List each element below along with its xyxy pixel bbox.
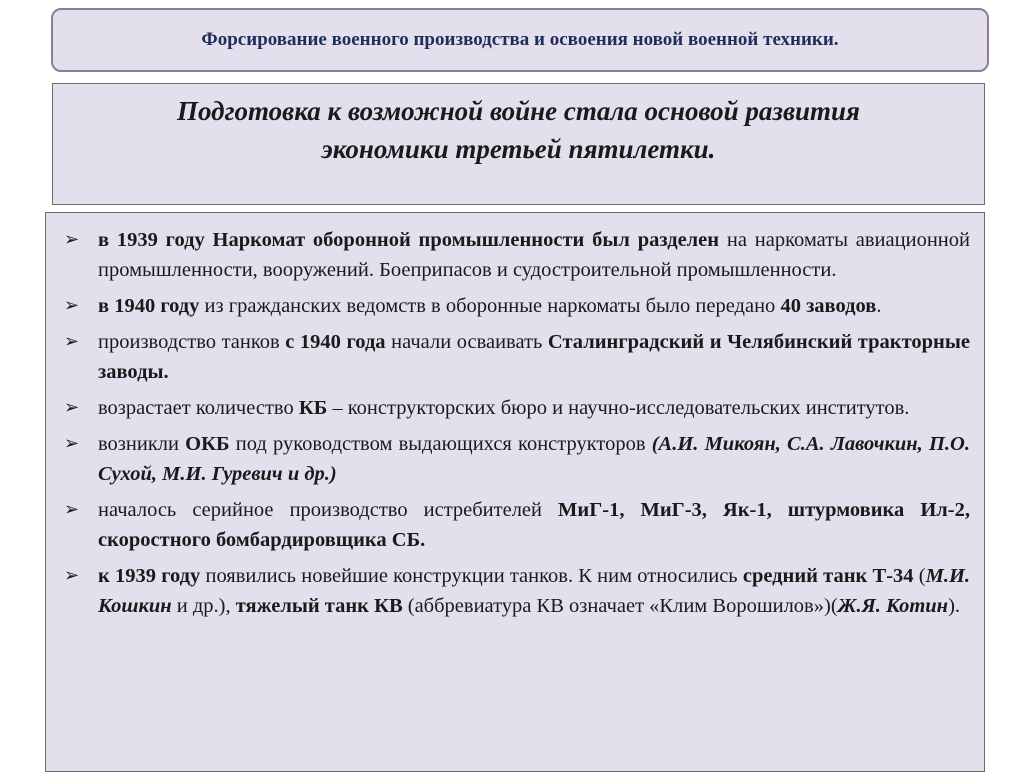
item-text: из гражданских ведомств в оборонные наркоматы было передано	[199, 295, 781, 317]
arrow-bullet-icon: ➢	[64, 229, 80, 250]
item-text: – конструкторских бюро и научно-исследовательских институтов.	[327, 397, 910, 419]
item-bold-text: в 1939 году Наркомат оборонной промышленности был разделен	[98, 229, 720, 251]
item-text: (	[913, 565, 926, 587]
item-text: на наркоматы авиационной промышленности, вооружений. Боеприпасов и судостроительной промышленности.	[98, 229, 970, 281]
item-text: появились новейшие конструкции танков. К ним относились	[200, 565, 743, 587]
item-text: ).	[948, 595, 961, 617]
subtitle-line-2: экономики третьей пятилетки.	[321, 134, 716, 164]
item-bold-text: с 1940 года	[285, 331, 386, 353]
item-text: началось серийное производство истребителей	[98, 499, 559, 521]
item-bold-italic-text: (А.И. Микоян, С.А. Лавочкин, П.О. Сухой, М.И. Гуревич и др.)	[98, 433, 970, 485]
subtitle	[177, 92, 860, 168]
item-text: и др.),	[171, 595, 236, 617]
arrow-bullet-icon: ➢	[64, 499, 80, 520]
arrow-bullet-icon: ➢	[64, 295, 80, 316]
item-text: возрастает количество	[98, 397, 299, 419]
item-bold-text: 40 заводов	[780, 295, 877, 317]
list-item	[64, 495, 970, 555]
item-text: под руководством выдающихся конструкторов	[229, 433, 652, 455]
list-item	[64, 561, 970, 621]
bullet-list	[64, 225, 970, 621]
list-item	[64, 291, 970, 321]
list-item	[64, 327, 970, 387]
list-item	[64, 393, 970, 423]
page-title: Форсирование военного производства и освоения новой военной техники.	[201, 29, 839, 50]
item-text: .	[876, 295, 882, 317]
item-bold-text: ОКБ	[185, 433, 230, 455]
item-bold-italic-text: М.И. Кошкин	[98, 565, 971, 617]
list-item	[64, 225, 970, 285]
item-bold-text: тяжелый танк КВ	[235, 595, 403, 617]
subtitle-line-1: Подготовка к возможной войне стала основой развития	[177, 96, 860, 126]
item-bold-italic-text: Ж.Я. Котин	[837, 595, 949, 617]
list-item	[64, 429, 970, 489]
item-text: производство танков	[98, 331, 286, 353]
item-text: возникли	[98, 433, 186, 455]
subtitle-banner	[52, 83, 985, 205]
content-panel	[45, 212, 985, 772]
arrow-bullet-icon: ➢	[64, 397, 80, 418]
item-bold-text: КБ	[298, 397, 328, 419]
item-bold-text: в 1940 году	[98, 295, 200, 317]
item-bold-text: Сталинградский и Челябинский тракторные заводы.	[98, 331, 970, 383]
arrow-bullet-icon: ➢	[64, 331, 80, 352]
item-bold-text: к 1939 году	[98, 565, 201, 587]
item-bold-text: средний танк Т-34	[742, 565, 914, 587]
item-text: (аббревиатура КВ означает «Клим Ворошилов»)(	[402, 595, 838, 617]
arrow-bullet-icon: ➢	[64, 433, 80, 454]
header-banner	[51, 8, 989, 72]
item-bold-text: МиГ-1, МиГ-3, Як-1, штурмовика Ил-2, скоростного бомбардировщика СБ.	[98, 499, 970, 551]
item-text: начали осваивать	[385, 331, 548, 353]
arrow-bullet-icon: ➢	[64, 565, 80, 586]
